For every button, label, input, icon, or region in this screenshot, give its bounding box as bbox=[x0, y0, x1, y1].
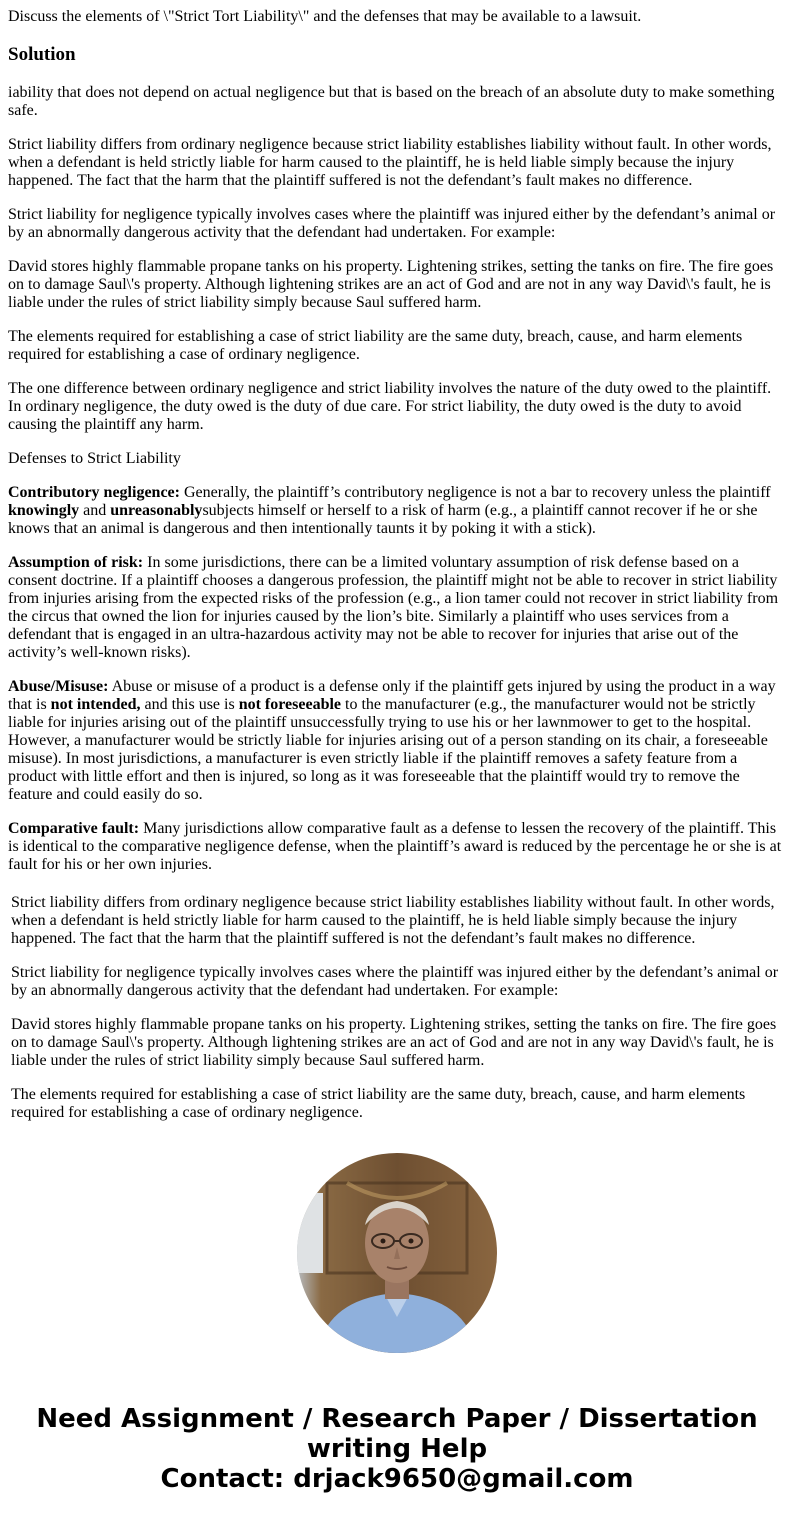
comparative-label: Comparative fault: bbox=[8, 820, 140, 837]
promo-line-1: Need Assignment / Research Paper / Dissertation bbox=[36, 1404, 758, 1434]
abuse-misuse-paragraph: Abuse/Misuse: Abuse or misuse of a product is a defense only if the plaintiff gets injured by using the product in a way that is not intended, and this use is not foreseeable to the manufacturer (e.g., the manufacturer would not be strictly liable for injuries arising out of the plaintiff unsuccessfully trying to use his or her lawnmower to get to the hospital. However, a manufacturer would be strictly liable for injuries arising out of a person standing on its chair, a foreseeable misuse). In most jurisdictions, a manufacturer is even strictly liable if the plaintiff removes a safety feature from a product with little effort and then is injured, so long as it was foreseeable that the plaintiff would try to remove the feature and could easily do so. bbox=[8, 678, 776, 803]
defenses-title: Defenses to Strict Liability bbox=[8, 450, 181, 467]
question-text: Discuss the elements of \"Strict Tort Liability\" and the defenses that may be available to a lawsuit. bbox=[8, 8, 642, 25]
document-body bbox=[8, 8, 784, 890]
repeated-excerpt bbox=[11, 894, 783, 1138]
author-portrait-image bbox=[297, 1153, 497, 1353]
assumption-label: Assumption of risk: bbox=[8, 554, 144, 571]
promo-contact: Contact: drjack9650@gmail.com bbox=[160, 1464, 634, 1494]
excerpt-paragraph-1: Strict liability differs from ordinary negligence because strict liability establishes liability without fault. In other words, when a defendant is held strictly liable for harm caused to the plaintiff, he is held liable simply because the injury happened. The fact that the harm that the plaintiff suffered is not the defendant’s fault makes no difference. bbox=[11, 894, 775, 947]
strict-vs-negligence-paragraph: Strict liability differs from ordinary negligence because strict liability establishes liability without fault. In other words, when a defendant is held strictly liable for harm caused to the plaintiff, he is held liable simply because the injury happened. The fact that the harm that the plaintiff suffered is not the defendant’s fault makes no difference. bbox=[8, 136, 772, 189]
excerpt-paragraph-3: David stores highly flammable propane tanks on his property. Lightening strikes, setting the tanks on fire. The fire goes on to damage Saul\'s property. Although lightening strikes are an act of God and are not in any way David\'s fault, he is liable under the rules of strict liability simply because Saul suffered harm. bbox=[11, 1016, 777, 1069]
excerpt-paragraph-2: Strict liability for negligence typically involves cases where the plaintiff was injured either by the defendant’s animal or by an abnormally dangerous activity that the defendant had undertaken. For example: bbox=[11, 964, 779, 999]
contributory-label: Contributory negligence: bbox=[8, 484, 180, 501]
assumption-of-risk-paragraph: Assumption of risk: In some jurisdictions, there can be a limited voluntary assumption of risk defense based on a consent doctrine. If a plaintiff chooses a dangerous profession, the plaintiff might not be able to recover in strict liability from injuries arising from the expected risks of the profession (e.g., a lion tamer could not recover in strict liability from the circus that owned the lion for injuries caused by the lion’s bite. Similarly a plaintiff who uses services from a defendant that is engaged in an ultra-hazardous activity may not be able to recover for injuries that arise out of the activity’s well-known risks). bbox=[8, 554, 779, 661]
solution-heading: Solution bbox=[8, 44, 76, 65]
abuse-label: Abuse/Misuse: bbox=[8, 678, 109, 695]
typical-cases-paragraph: Strict liability for negligence typically involves cases where the plaintiff was injured either by the defendant’s animal or by an abnormally dangerous activity that the defendant had undertaken. For example: bbox=[8, 206, 776, 241]
contributory-negligence-paragraph: Contributory negligence: Generally, the plaintiff’s contributory negligence is not a bar to recovery unless the plaintiff knowingly and unreasonablysubjects himself or herself to a risk of harm (e.g., a plaintiff cannot recover if he or she knows that an animal is dangerous and then intentionally taunts it by poking it with a stick). bbox=[8, 484, 771, 537]
excerpt-paragraph-4: The elements required for establishing a case of strict liability are the same duty, breach, cause, and harm elements required for establishing a case of ordinary negligence. bbox=[11, 1086, 746, 1121]
comparative-fault-paragraph: Comparative fault: Many jurisdictions allow comparative fault as a defense to lessen the recovery of the plaintiff. This is identical to the comparative negligence defense, when the plaintiff’s award is reduced by the percentage he or she is at fault for his or her own injuries. bbox=[8, 820, 782, 873]
promo-line-2: writing Help bbox=[306, 1434, 488, 1464]
author-avatar bbox=[297, 1153, 497, 1353]
duty-difference-paragraph: The one difference between ordinary negligence and strict liability involves the nature of the duty owed to the plaintiff. In ordinary negligence, the duty owed is the duty of due care. For strict liability, the duty owed is the duty to avoid causing the plaintiff any harm. bbox=[8, 380, 772, 433]
promo-footer bbox=[0, 1404, 794, 1494]
elements-paragraph: The elements required for establishing a case of strict liability are the same duty, breach, cause, and harm elements required for establishing a case of ordinary negligence. bbox=[8, 328, 743, 363]
example-paragraph: David stores highly flammable propane tanks on his property. Lightening strikes, setting the tanks on fire. The fire goes on to damage Saul\'s property. Although lightening strikes are an act of God and are not in any way David\'s fault, he is liable under the rules of strict liability simply because Saul suffered harm. bbox=[8, 258, 774, 311]
definition-paragraph: iability that does not depend on actual negligence but that is based on the breach of an absolute duty to make something safe. bbox=[8, 84, 775, 119]
